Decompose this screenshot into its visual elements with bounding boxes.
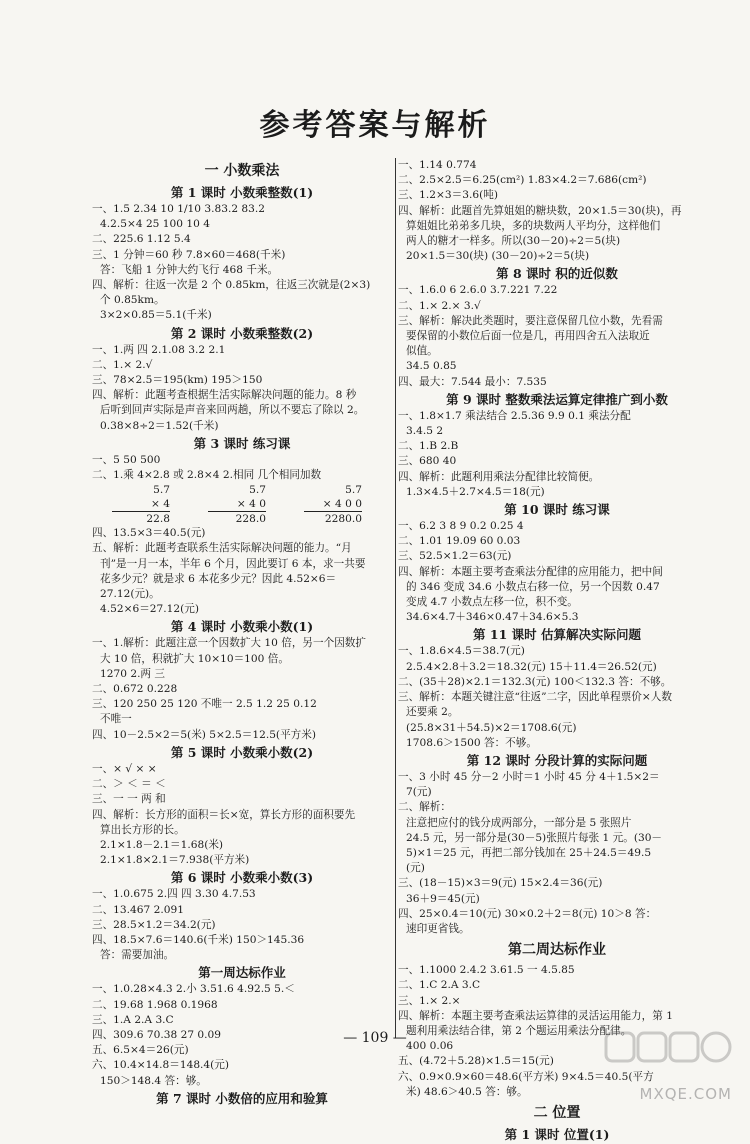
answer-line: 刊”是一月一本，半年 6 个月，因此要订 6 本，求一共要: [100, 557, 366, 570]
answer-line: 后听到回声实际是声音来回两趟，所以不要忘了除以 2。: [100, 404, 365, 417]
lesson-heading: 第 8 课时 积的近似数: [496, 266, 618, 282]
answer-line: 34.6×4.7＋346×0.47＋34.6×5.3: [406, 611, 579, 624]
vertical-calculation: [92, 483, 392, 526]
answer-line: 三、680 40: [398, 455, 457, 468]
answer-line: 五、6.5×4＝26(元): [92, 1044, 189, 1057]
answer-line: 二、1.× 2.× 3.√: [398, 299, 481, 312]
answer-line: 四、解析：此题利用乘法分配律比较简便。: [398, 470, 600, 483]
answer-line: 一、5 50 500: [92, 453, 161, 466]
lesson-heading: 第 1 课时 位置(1): [504, 1126, 610, 1142]
answer-line: 四、10－2.5×2＝5(米) 5×2.5＝12.5(平方米): [92, 728, 316, 741]
answer-line: 题利用乘法结合律，第 2 个题运用乘法分配律。: [406, 1024, 632, 1037]
answer-line: 2.1×1.8－2.1＝1.68(米): [100, 838, 224, 851]
answer-line: 三、解析：解决此类题时，要注意保留几位小数，先看需: [398, 314, 663, 327]
answer-line: 六、10.4×14.8＝148.4(元): [92, 1059, 230, 1072]
answer-line: 大 10 倍，积就扩大 10×10＝100 倍。: [100, 652, 289, 665]
answer-line: 2.1×1.8×2.1＝7.938(平方米): [100, 854, 250, 867]
answer-line: 个 0.85km。: [100, 294, 165, 307]
answer-line: 3.4.5 2: [406, 425, 444, 438]
answer-line: 四、解析：本题主要考查乘法分配律的应用能力，把中间: [398, 565, 663, 578]
answer-line: 4.52×6＝27.12(元): [100, 603, 199, 616]
calc-row: × 4 0 0: [304, 497, 362, 512]
answer-line: 还要乘 2。: [406, 706, 459, 719]
answer-line: 速印更省钱。: [406, 922, 470, 935]
watermark-text: MXQE.COM: [639, 1085, 732, 1103]
answer-line: 四、309.6 70.38 27 0.09: [92, 1028, 222, 1041]
calc-column: [304, 483, 362, 526]
answer-line: 四、解析：此题首先算姐姐的糖块数，20×1.5＝30(块)，再: [398, 204, 682, 217]
left-column: [92, 158, 392, 1108]
answer-line: 答：需要加油。: [100, 949, 175, 962]
answer-line: 36＋9＝45(元): [406, 892, 480, 905]
lesson-heading: 第 10 课时 练习课: [504, 502, 610, 518]
answer-line: 算出长方形的长。: [100, 823, 185, 836]
answer-line: 六、0.9×0.9×60＝48.6(平方米) 9×4.5＝40.5(平方: [398, 1070, 654, 1083]
answer-line: 四、解析：本题主要考查乘法运算律的灵活运用能力，第 1: [398, 1009, 673, 1022]
calc-column: [208, 483, 266, 526]
unit-heading: 二 位置: [533, 1104, 581, 1121]
answer-line: (元): [406, 862, 425, 875]
column-divider: [395, 158, 396, 1038]
answer-line: 二、1.01 19.09 60 0.03: [398, 535, 521, 548]
answer-line: 1270 2.两 三: [100, 667, 165, 680]
answer-line: 一、1.解析：此题注意一个因数扩大 10 倍，另一个因数扩: [92, 637, 366, 650]
answer-line: 二、1.B 2.B: [398, 440, 459, 453]
lesson-heading: 第 12 课时 分段计算的实际问题: [466, 752, 648, 768]
answer-line: 3×2×0.85＝5.1(千米): [100, 309, 212, 322]
answer-line: 24.5 元，另一部分是(30－5)张照片每张 1 元。(30－: [406, 831, 663, 844]
answer-line: 1.3×4.5＋2.7×4.5＝18(元): [406, 485, 545, 498]
answer-line: 0.38×8÷2＝1.52(千米): [100, 419, 219, 432]
answer-line: 三、解析：本题关键注意“往返”二字，因此单程票价×人数: [398, 691, 672, 704]
answer-line: 三、28.5×1.2＝34.2(元): [92, 918, 216, 931]
lesson-heading: 第 2 课时 小数乘整数(2): [170, 325, 314, 341]
calc-row: 5.7: [345, 484, 362, 497]
answer-line: 二、1.× 2.√: [92, 358, 153, 371]
answer-line: 三、1.2×3＝3.6(吨): [398, 189, 498, 202]
answer-line: 答：飞船 1 分钟大约飞行 468 千米。: [100, 263, 279, 276]
answer-line: 四、最大：7.544 最小：7.535: [398, 375, 547, 388]
answer-line: 二、13.467 2.091: [92, 903, 184, 916]
answer-line: 三、120 250 25 120 不唯一 2.5 1.2 25 0.12: [92, 698, 317, 711]
answer-line: 2.5.4×2.8＋3.2＝18.32(元) 15＋11.4＝26.52(元): [406, 660, 657, 673]
answer-line: 米) 48.6＞40.5 答：够。: [406, 1085, 528, 1098]
answer-line: 二、0.672 0.228: [92, 683, 178, 696]
answer-line: 34.5 0.85: [406, 360, 457, 373]
right-column: [398, 158, 716, 1144]
answer-line: 一、6.2 3 8 9 0.2 0.25 4: [398, 520, 524, 533]
answer-line: 一、1.0.28×4.3 2.小 3.51.6 4.92.5 5.＜: [92, 983, 295, 996]
answer-line: 四、18.5×7.6＝140.6(千米) 150＞145.36: [92, 933, 305, 946]
watermark-logo-icon: [604, 1027, 734, 1091]
answer-line: 一、1.1000 2.4.2 3.61.5 一 4.5.85: [398, 964, 575, 977]
answer-line: 三、(18－15)×3＝9(元) 15×2.4＝36(元): [398, 877, 603, 890]
answer-line: 三、1.× 2.×: [398, 994, 461, 1007]
answer-line: 两人的糖才一样多。所以(30－20)÷2＝5(块): [406, 235, 621, 248]
lesson-heading: 第 7 课时 小数倍的应用和验算: [156, 1090, 328, 1106]
answer-line: 5)×1＝25 元，再把二部分钱加在 25＋24.5＝49.5: [406, 846, 652, 859]
answer-line: 三、1.A 2.A 3.C: [92, 1013, 174, 1026]
calc-row: 228.0: [235, 513, 266, 526]
unit-heading: 一 小数乘法: [204, 163, 280, 179]
answer-line: 算姐姐比弟弟多几块，多的块数两人平均分，这样他们: [406, 219, 661, 232]
lesson-heading: 第 1 课时 小数乘整数(1): [170, 185, 314, 200]
calc-column: [112, 483, 170, 526]
answer-line: 7(元): [406, 786, 432, 799]
answer-line: 400 0.06: [406, 1040, 454, 1053]
answer-line: 二、19.68 1.968 0.1968: [92, 998, 218, 1011]
answer-line: 四、解析：往返一次是 2 个 0.85km，往返三次就是(2×3): [92, 279, 371, 292]
unit-heading: 第二周达标作业: [508, 942, 606, 959]
answer-line: 一、× √ × ×: [92, 762, 157, 775]
page-number: — 109 —: [343, 1030, 407, 1046]
lesson-heading: 第 5 课时 小数乘小数(2): [170, 744, 314, 760]
calc-row: 22.8: [146, 513, 170, 526]
lesson-heading: 第一周达标作业: [198, 965, 286, 981]
answer-line: 要保留的小数位后面一位是几，再用四舍五入法取近: [406, 330, 650, 343]
answer-line: 三、52.5×1.2＝63(元): [398, 550, 512, 563]
answer-line: 二、1.乘 4×2.8 或 2.8×4 2.相同 几个相同加数: [92, 469, 322, 482]
calc-row: 2280.0: [324, 513, 362, 526]
answer-line: 注意把应付的钱分成两部分，一部分是 5 张照片: [406, 816, 632, 829]
answer-line: 四、解析：此题考查根据生活实际解决问题的能力。8 秒: [92, 389, 357, 402]
lesson-heading: 第 9 课时 整数乘法运算定律推广到小数: [446, 391, 668, 407]
calc-row: 5.7: [249, 484, 266, 497]
answer-line: 一、1.8×1.7 乘法结合 2.5.36 9.9 0.1 乘法分配: [398, 409, 631, 422]
lesson-heading: 第 3 课时 练习课: [193, 435, 291, 451]
calc-row: × 4 0: [208, 497, 266, 512]
answer-line: 二、2.5×2.5＝6.25(cm²) 1.83×4.2＝7.686(cm²): [398, 174, 647, 187]
answer-line: 20×1.5＝30(块) (30－20)÷2＝5(块): [406, 250, 590, 263]
answer-line: 四、25×0.4＝10(元) 30×0.2＋2＝8(元) 10＞8 答：: [398, 907, 657, 920]
answer-line: 二、1.C 2.A 3.C: [398, 979, 481, 992]
answer-line: 一、1.8.6×4.5＝38.7(元): [398, 645, 525, 658]
answer-line: 五、解析：此题考查联系生活实际解决问题的能力。“月: [92, 542, 352, 555]
answer-line: 二、225.6 1.12 5.4: [92, 233, 191, 246]
answer-line: 变成 4.7 小数点左移一位，积不变。: [406, 596, 578, 609]
calc-row: × 4: [112, 497, 170, 512]
answer-line: 四、13.5×3＝40.5(元): [92, 527, 206, 540]
answer-line: 二、(35＋28)×2.1＝132.3(元) 100＜132.3 答：不够。: [398, 675, 672, 688]
answer-line: 一、1.0.675 2.四 四 3.30 4.7.53: [92, 888, 256, 901]
calc-row: 5.7: [153, 484, 170, 497]
answer-line: 三、78×2.5＝195(km) 195＞150: [92, 374, 263, 387]
answer-line: (25.8×31＋54.5)×2＝1708.6(元): [406, 721, 577, 734]
answer-line: 一、1.14 0.774: [398, 159, 477, 171]
answer-line: 一、1.两 四 2.1.08 3.2 2.1: [92, 343, 226, 356]
answer-line: 三、1 分钟＝60 秒 7.8×60＝468(千米): [92, 248, 286, 261]
answer-line: 二、解析：: [398, 801, 451, 814]
answer-line: 不唯一: [100, 713, 132, 726]
answer-line: 的 346 变成 34.6 小数点右移一位，另一个因数 0.47: [406, 580, 660, 593]
answer-line: 150＞148.4 答：够。: [100, 1074, 207, 1087]
answer-line: 五、(4.72＋5.28)×1.5＝15(元): [398, 1055, 554, 1068]
answer-line: 一、1.6.0 6 2.6.0 3.7.221 7.22: [398, 284, 558, 297]
answer-line: 似值。: [406, 345, 438, 358]
answer-line: 四、解析：长方形的面积＝长×宽，算长方形的面积要先: [92, 808, 356, 821]
lesson-heading: 第 11 课时 估算解决实际问题: [473, 627, 641, 643]
answer-line: 一、3 小时 45 分－2 小时＝1 小时 45 分 4＋1.5×2＝: [398, 770, 660, 783]
answer-line: 花多少元？就是求 6 本花多少元？因此 4.52×6＝: [100, 572, 337, 585]
answer-line: 二、＞ ＜ ＝ ＜: [92, 778, 166, 791]
answer-line: 27.12(元)。: [100, 588, 160, 601]
lesson-heading: 第 4 课时 小数乘小数(1): [170, 619, 314, 635]
answer-line: 4.2.5×4 25 100 10 4: [100, 218, 210, 231]
lesson-heading: 第 6 课时 小数乘小数(3): [170, 870, 314, 886]
answer-line: 1708.6＞1500 答：不够。: [406, 736, 537, 749]
page-title: 参考答案与解析: [259, 108, 491, 143]
answer-line: 三、一 一 两 和: [92, 793, 166, 806]
answer-line: 一、1.5 2.34 10 1/10 3.83.2 83.2: [92, 203, 266, 215]
